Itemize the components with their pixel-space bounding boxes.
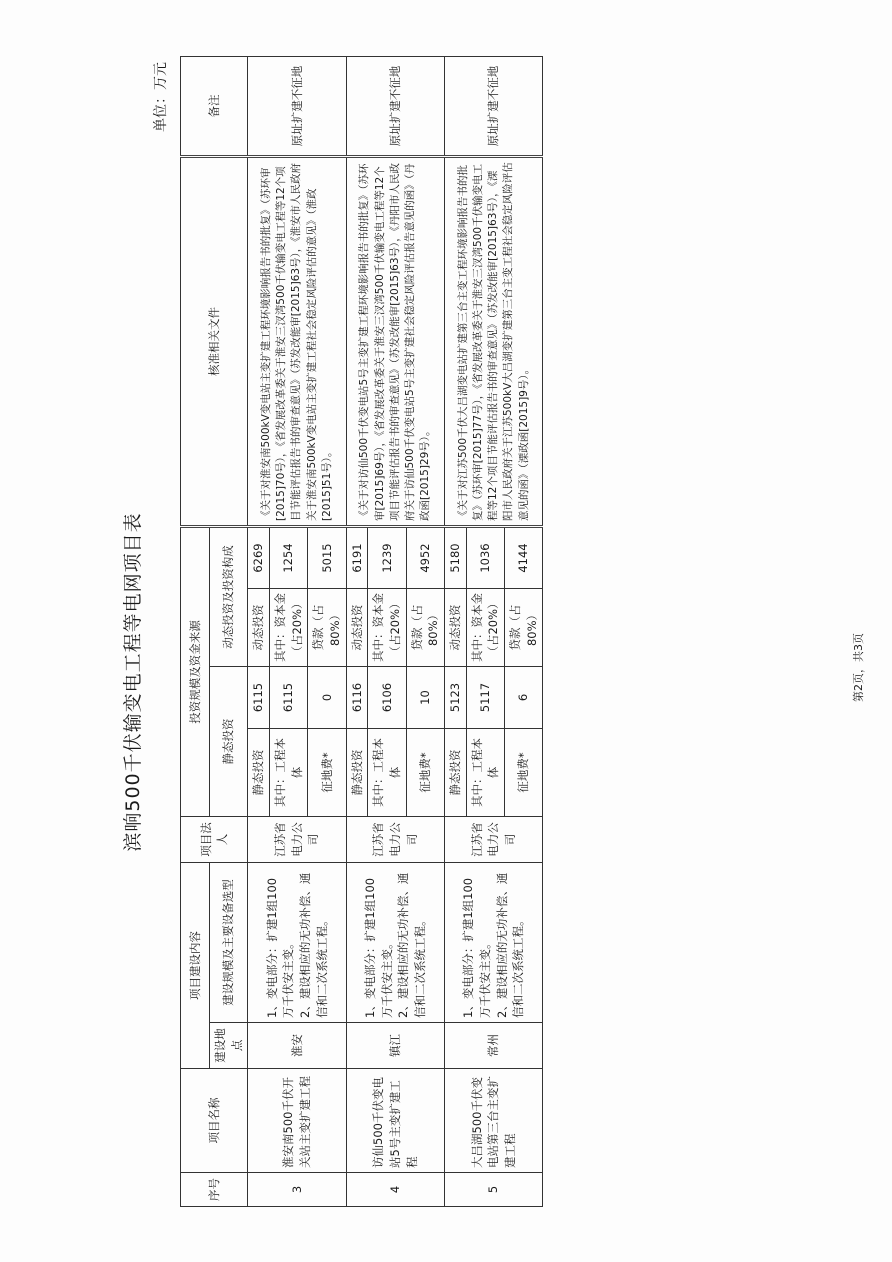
static-value: 6116 bbox=[346, 667, 368, 729]
static-sub1-value: 6115 bbox=[270, 667, 308, 729]
header-seq: 序号 bbox=[181, 1173, 248, 1207]
dynamic-value: 6191 bbox=[346, 527, 368, 589]
table-row bbox=[445, 57, 467, 1207]
row-location: 常州 bbox=[445, 1023, 543, 1069]
page-number: 第2页，共3页 bbox=[852, 633, 865, 702]
row-legal: 江苏省电力公司 bbox=[346, 817, 444, 863]
header-invest-group: 投资规模及资金来源 bbox=[181, 527, 210, 817]
dynamic-sub2-label: 贷款（占80%） bbox=[406, 589, 444, 667]
row-remark: 原址扩建不征地 bbox=[445, 57, 543, 157]
row-name: 淮安南500千伏开关站主变扩建工程 bbox=[248, 1069, 346, 1173]
row-scale: 1、变电部分：扩建1组100万千伏安主变。 2、建设相应的无功补偿、通信和二次系统工程。 bbox=[248, 863, 346, 1023]
table-row bbox=[248, 57, 270, 1207]
row-location: 淮安 bbox=[248, 1023, 346, 1069]
project-table bbox=[180, 56, 543, 1207]
static-sub1-value: 6106 bbox=[368, 667, 406, 729]
row-approval: 《关于对淮安南500kV变电站主变扩建工程环境影响报告书的批复》（苏环审[2015]70号），《省发展改革委关于淮安三汊湾500千伏输变电工程等12个项目节能评估报告书的审查意见》（苏发改能审[2015]63号），《淮安市人民政府关于淮安南500kV变电站主变扩建工程社会稳定风险评估的意见》（淮政[2015]51号）。 bbox=[248, 157, 346, 527]
dynamic-label: 动态投资 bbox=[445, 589, 467, 667]
row-name: 大吕湖500千伏变电站第三台主变扩建工程 bbox=[445, 1069, 543, 1173]
static-sub2-value: 0 bbox=[308, 667, 346, 729]
dynamic-label: 动态投资 bbox=[346, 589, 368, 667]
header-location: 建设地点 bbox=[210, 1023, 248, 1069]
dynamic-sub1-label: 其中：资本金（占20%） bbox=[270, 589, 308, 667]
static-sub2-label: 征地费* bbox=[505, 729, 543, 817]
dynamic-sub2-value: 4144 bbox=[505, 527, 543, 589]
static-sub1-value: 5117 bbox=[466, 667, 504, 729]
static-sub1-label: 其中：工程本体 bbox=[466, 729, 504, 817]
row-name: 访仙500千伏变电站5号主变扩建工程 bbox=[346, 1069, 444, 1173]
row-legal: 江苏省电力公司 bbox=[445, 817, 543, 863]
row-seq: 3 bbox=[248, 1173, 346, 1207]
dynamic-sub1-label: 其中：资本金（占20%） bbox=[466, 589, 504, 667]
dynamic-sub1-label: 其中：资本金（占20%） bbox=[368, 589, 406, 667]
dynamic-value: 5180 bbox=[445, 527, 467, 589]
dynamic-sub1-value: 1036 bbox=[466, 527, 504, 589]
static-label: 静态投资 bbox=[346, 729, 368, 817]
dynamic-sub2-value: 5015 bbox=[308, 527, 346, 589]
static-label: 静态投资 bbox=[248, 729, 270, 817]
static-sub1-label: 其中：工程本体 bbox=[368, 729, 406, 817]
unit-label: 单位：万元 bbox=[153, 62, 169, 132]
dynamic-value: 6269 bbox=[248, 527, 270, 589]
dynamic-sub2-value: 4952 bbox=[406, 527, 444, 589]
static-label: 静态投资 bbox=[445, 729, 467, 817]
row-scale: 1、变电部分：扩建1组100万千伏安主变。 2、建设相应的无功补偿、通信和二次系统工程。 bbox=[445, 863, 543, 1023]
static-sub2-label: 征地费* bbox=[308, 729, 346, 817]
static-value: 6115 bbox=[248, 667, 270, 729]
header-approval: 核准相关文件 bbox=[181, 157, 248, 527]
header-legal: 项目法人 bbox=[181, 817, 248, 863]
header-scale: 建设规模及主要设备选型 bbox=[210, 863, 248, 1023]
header-row-1 bbox=[181, 57, 210, 1207]
static-sub1-label: 其中：工程本体 bbox=[270, 729, 308, 817]
header-static: 静态投资 bbox=[210, 667, 248, 817]
dynamic-sub2-label: 贷款（占80%） bbox=[308, 589, 346, 667]
row-approval: 《关于对江苏500千伏大吕湖变电站扩建第三台主变工程环境影响报告书的批复》（苏环审[2015]77号），《省发展改革委关于淮安三汊湾500千伏输变电工程等12个项目节能评估报告书的审查意见》（苏发改能审[2015]63号），《溧阳市人民政府关于江苏500kV大吕湖变扩建第三台主变工程社会稳定风险评估意见的函》（溧政函[2015]9号）。 bbox=[445, 157, 543, 527]
static-sub2-label: 征地费* bbox=[406, 729, 444, 817]
row-seq: 4 bbox=[346, 1173, 444, 1207]
dynamic-label: 动态投资 bbox=[248, 589, 270, 667]
static-sub2-value: 10 bbox=[406, 667, 444, 729]
table-row bbox=[346, 57, 368, 1207]
header-name: 项目名称 bbox=[181, 1069, 248, 1173]
dynamic-sub2-label: 贷款（占80%） bbox=[505, 589, 543, 667]
row-remark: 原址扩建不征地 bbox=[346, 57, 444, 157]
row-legal: 江苏省电力公司 bbox=[248, 817, 346, 863]
row-approval: 《关于对访仙500千伏变电站5号主变扩建工程环境影响报告书的批复》（苏环审[2015]69号），《省发展改革委关于淮安三汊湾500千伏输变电工程等12个项目节能评估报告书的审查意见》（苏发改能审[2015]63号），《丹阳市人民政府关于访仙500千伏变电站5号主变扩建社会稳定风险评估报告意见的函》（丹政函[2015]29号）。 bbox=[346, 157, 444, 527]
row-remark: 原址扩建不征地 bbox=[248, 57, 346, 157]
dynamic-sub1-value: 1239 bbox=[368, 527, 406, 589]
row-location: 镇江 bbox=[346, 1023, 444, 1069]
header-remark: 备注 bbox=[181, 57, 248, 157]
header-content-group: 项目建设内容 bbox=[181, 863, 210, 1069]
header-dynamic: 动态投资及投资构成 bbox=[210, 527, 248, 667]
row-seq: 5 bbox=[445, 1173, 543, 1207]
row-scale: 1、变电部分：扩建1组100万千伏安主变。 2、建设相应的无功补偿、通信和二次系统工程。 bbox=[346, 863, 444, 1023]
document-title: 滨响500千伏输变电工程等电网项目表 bbox=[122, 512, 144, 852]
static-sub2-value: 6 bbox=[505, 667, 543, 729]
static-value: 5123 bbox=[445, 667, 467, 729]
dynamic-sub1-value: 1254 bbox=[270, 527, 308, 589]
